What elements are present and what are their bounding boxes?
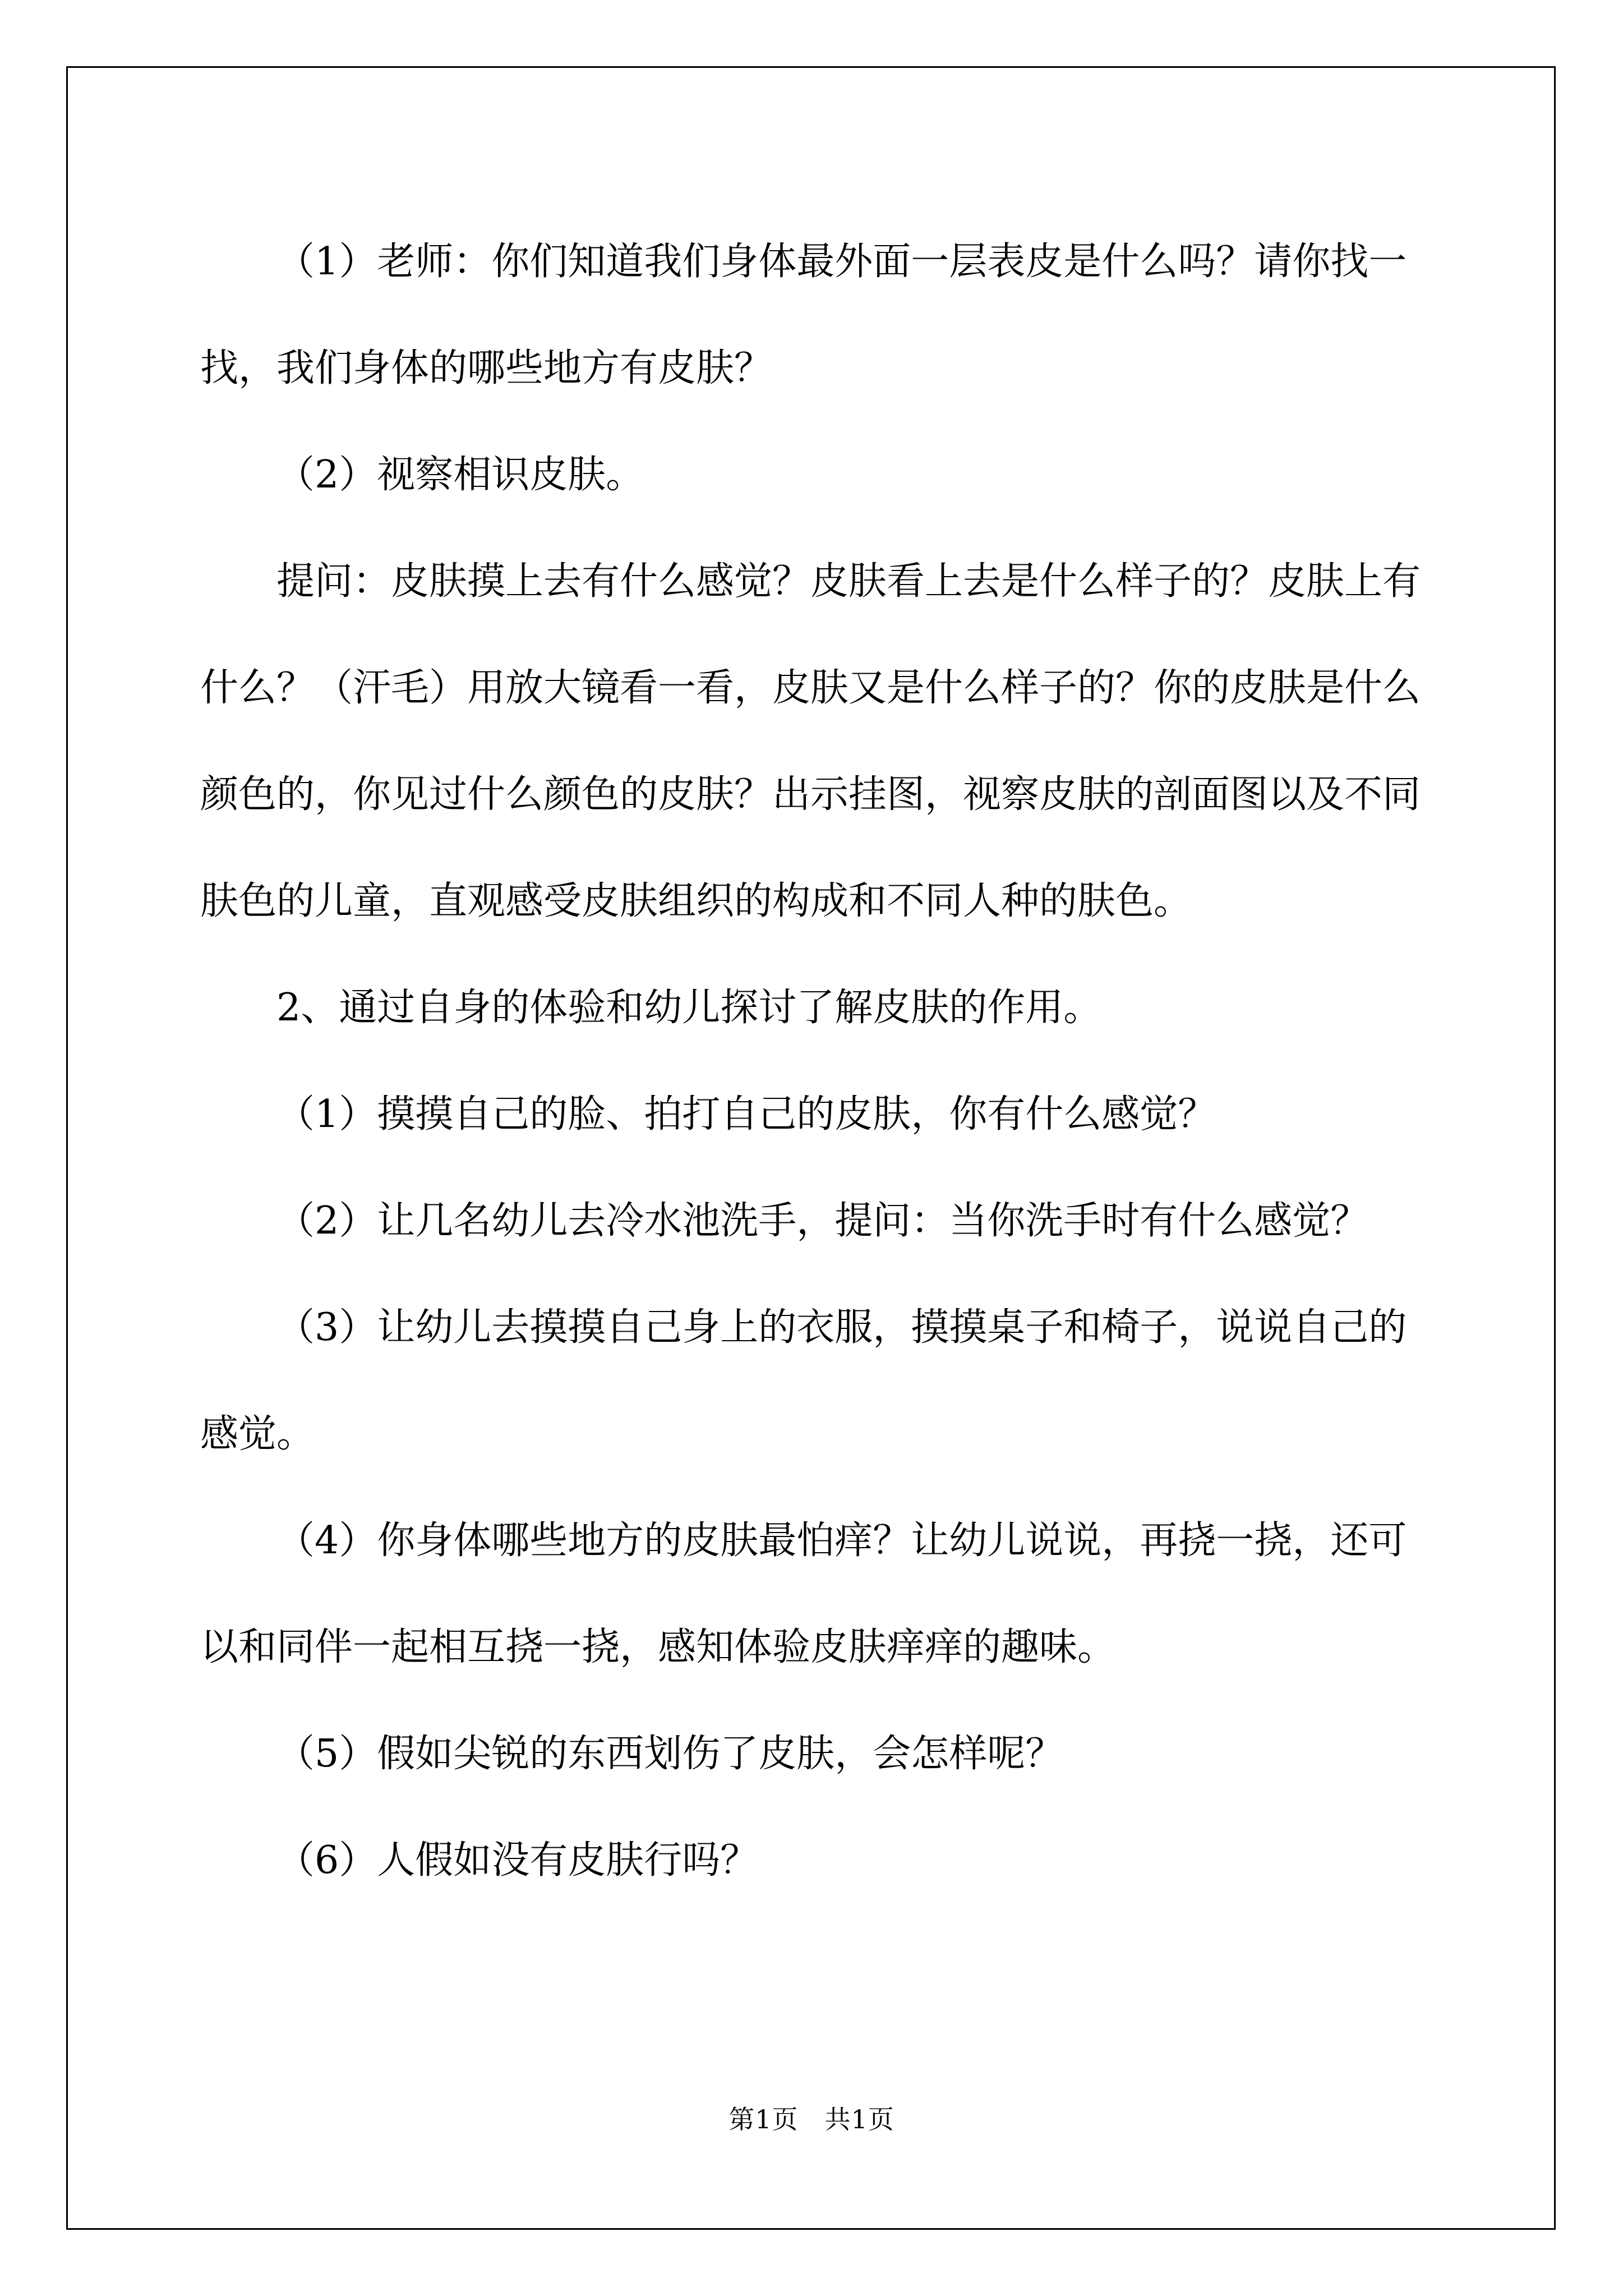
document-body — [200, 209, 1434, 1914]
paragraph-8: （4）你身体哪些地方的皮肤最怕痒？让幼儿说说，再挠一挠，还可以和同伴一起相互挠一挠，感知体验皮肤痒痒的趣味。 — [200, 1519, 1407, 1669]
paragraph-10: （6）人假如没有皮肤行吗？ — [276, 1838, 759, 1883]
paragraph-7: （3）让幼儿去摸摸自己身上的衣服，摸摸桌子和椅子，说说自己的感觉。 — [200, 1305, 1407, 1456]
paragraph-1: （1）老师：你们知道我们身体最外面一层表皮是什么吗？请你找一找，我们身体的哪些地方有皮肤？ — [200, 240, 1407, 390]
page-footer: 第1页 共1页 — [728, 2104, 895, 2134]
paragraph-6: （2）让几名幼儿去冷水池洗手，提问：当你洗手时有什么感觉？ — [276, 1199, 1369, 1243]
paragraph-5: （1）摸摸自己的脸、拍打自己的皮肤，你有什么感觉？ — [276, 1092, 1216, 1137]
paragraph-9: （5）假如尖锐的东西划伤了皮肤，会怎样呢？ — [276, 1732, 1064, 1776]
paragraph-3: 提问：皮肤摸上去有什么感觉？皮肤看上去是什么样子的？皮肤上有什么？（汗毛）用放大镜看一看，皮肤又是什么样子的？你的皮肤是什么颜色的，你见过什么颜色的皮肤？出示挂图，视察皮肤的剖面图以及不同肤色的儿童，直观感受皮肤组织的构成和不同人种的肤色。 — [200, 559, 1421, 923]
paragraph-2: （2）视察相识皮肤。 — [276, 453, 644, 497]
paragraph-4: 2、通过自身的体验和幼儿探讨了解皮肤的作用。 — [276, 986, 1102, 1030]
